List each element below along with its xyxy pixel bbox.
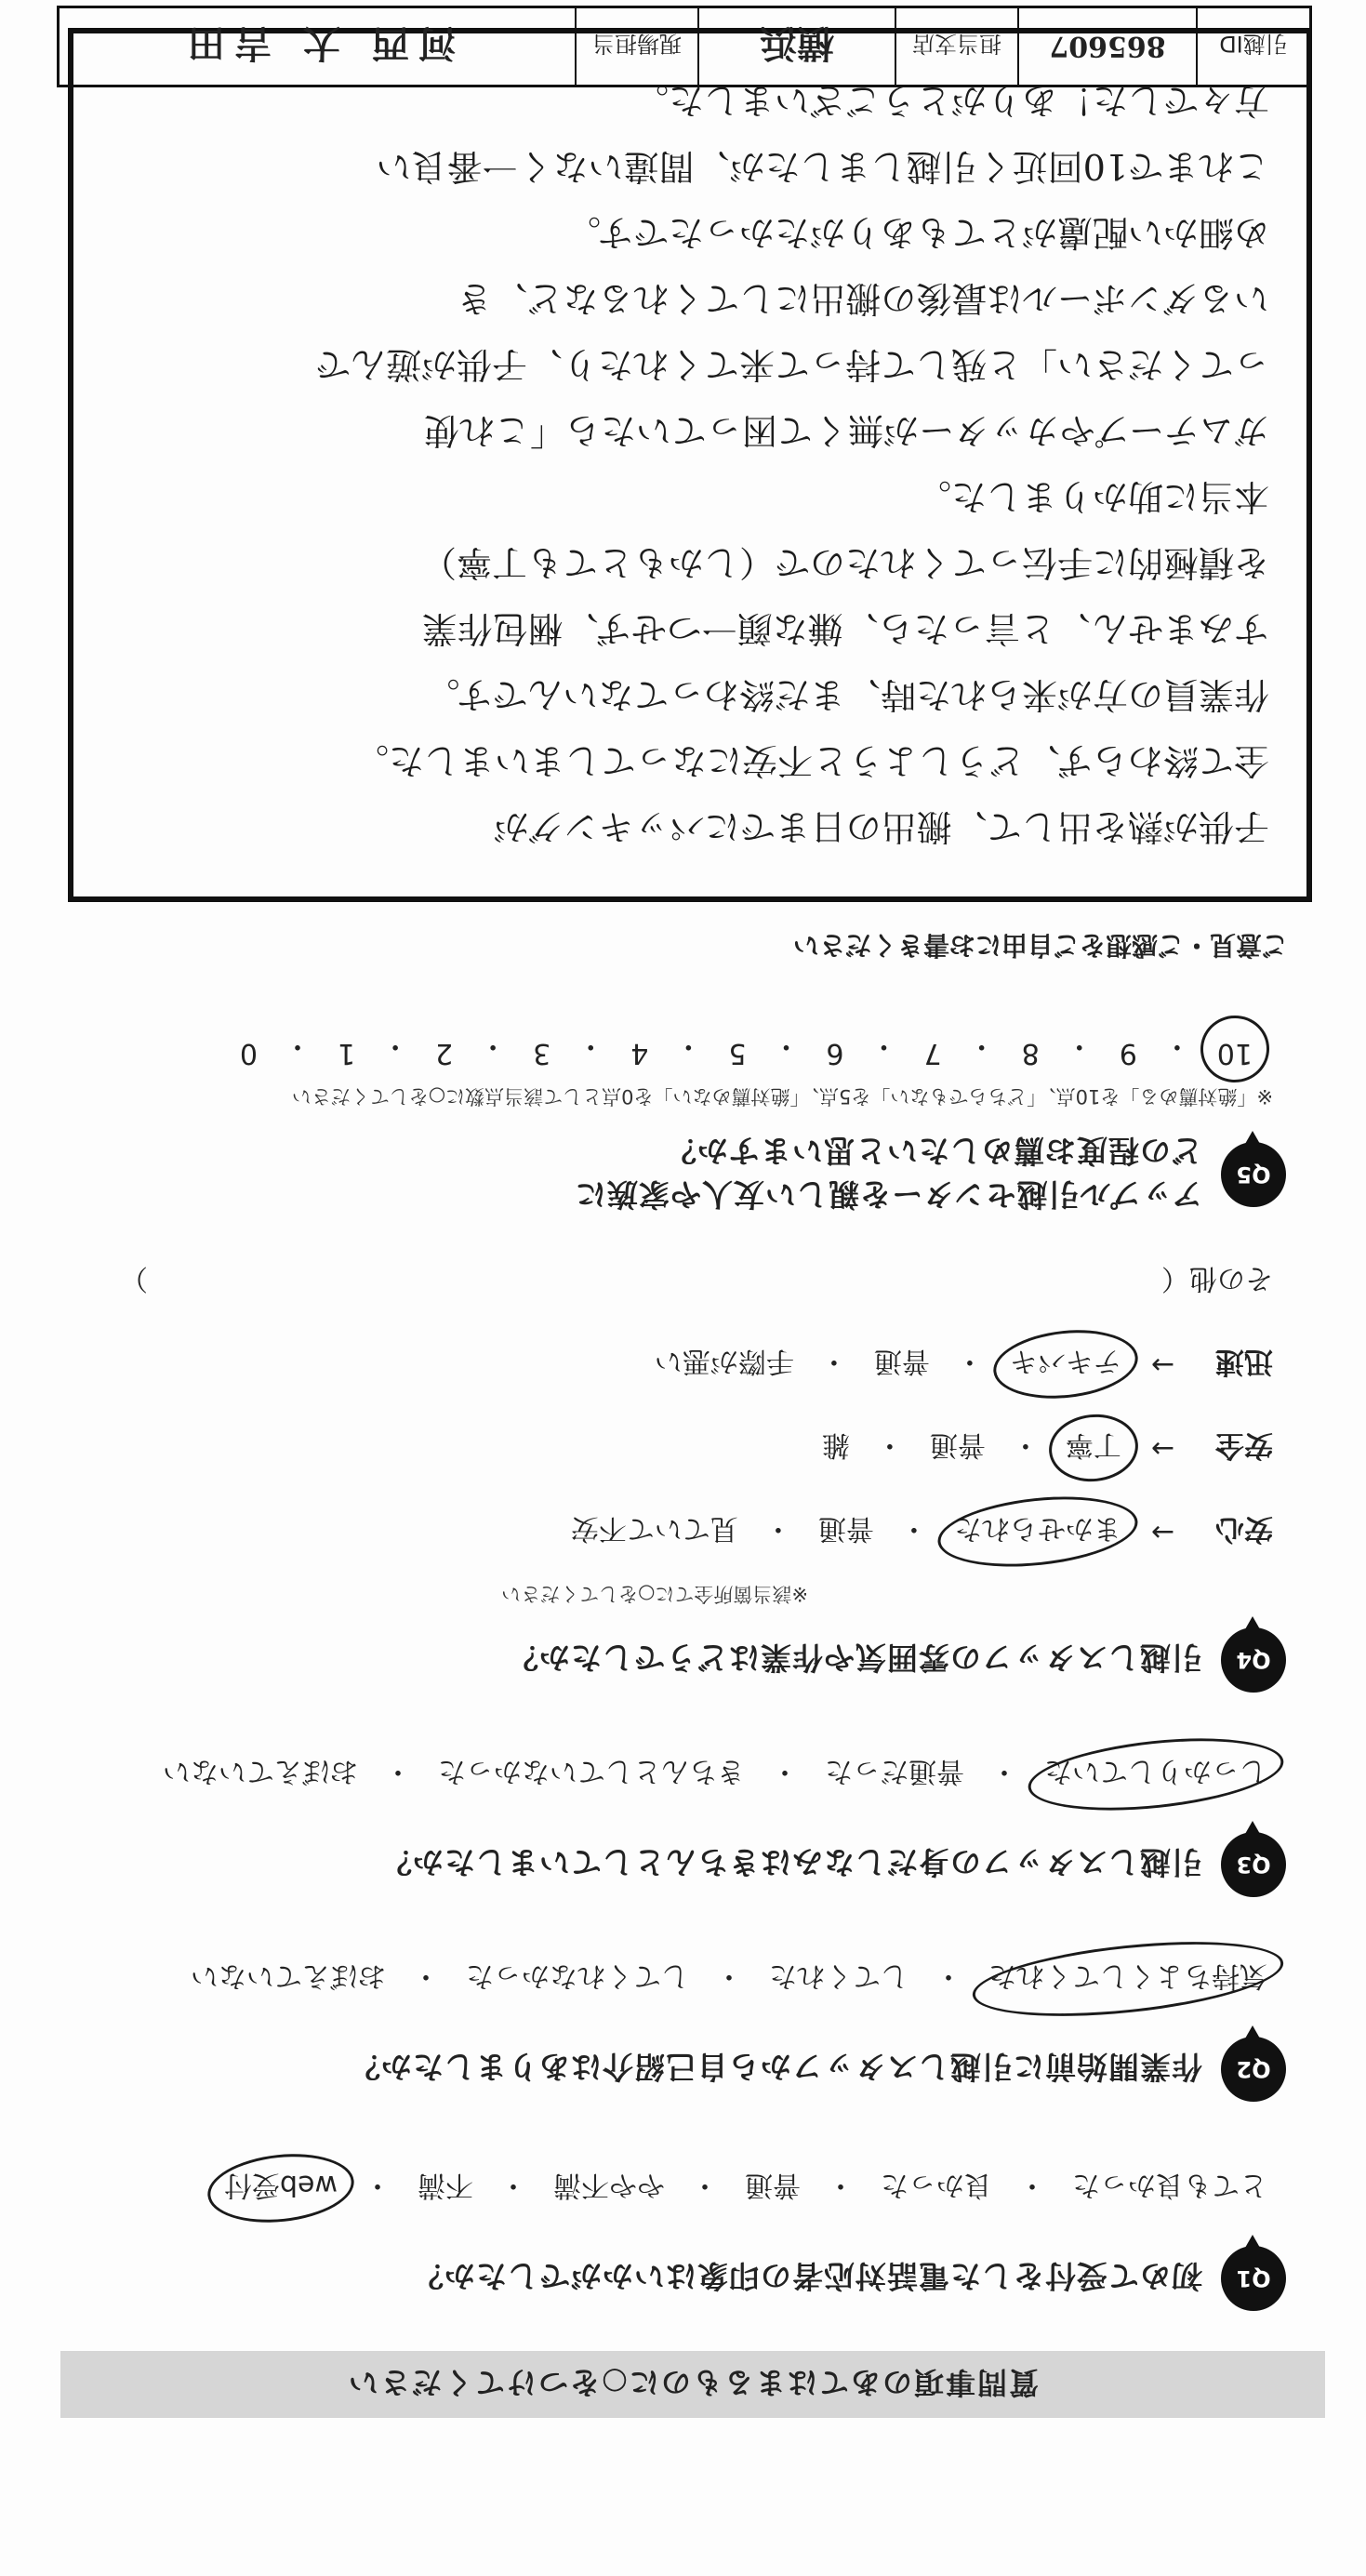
q3-option-2[interactable]: 普通だった — [825, 1755, 964, 1787]
q3-text: 引越しスタッフの身だしなみはきちんとしていましたか？ — [380, 1844, 1202, 1881]
question-4 — [507, 1627, 1286, 1693]
q5-score-10[interactable]: 10 — [1212, 1029, 1258, 1069]
q4-row-2-option-1[interactable]: 丁寧 — [1060, 1428, 1127, 1469]
q4-other-close: ） — [120, 1262, 148, 1295]
q5-score-6[interactable]: 6 — [826, 1037, 844, 1069]
question-3 — [380, 1832, 1286, 1897]
comment-line: 方々でした！ありがとうございました。 — [632, 80, 1269, 121]
question-2 — [349, 2037, 1286, 2102]
q1-option-5[interactable]: 不満 — [418, 2169, 473, 2201]
q2-option-4[interactable]: おぼえていない — [191, 1959, 386, 1992]
staff-value: 河西 大 吉田 — [179, 21, 456, 66]
q4-other — [120, 1261, 1273, 1302]
q2-badge: Q2 — [1221, 2037, 1286, 2102]
q5-score-3[interactable]: 3 — [533, 1037, 551, 1069]
id-value: 865607 — [1017, 8, 1196, 85]
staff-label: 現場担当 — [575, 8, 697, 85]
q4-text: 引越しスタッフの雰囲気や作業はどうでしたか？ — [507, 1640, 1202, 1677]
comments-title: ご意見・ご感想をご自由にお書きください — [788, 928, 1293, 965]
q2-options: 気持ちよくしてくれた ・ してくれた ・ してくれなかった ・ おぼえていない — [185, 1959, 1273, 1999]
q3-option-4[interactable]: おぼえていない — [163, 1755, 358, 1787]
q1-option-2[interactable]: 良かった — [881, 2169, 992, 2201]
q1-text: 初めて受付をした電話対応者の印象はいかがでしたか？ — [412, 2258, 1202, 2295]
q3-option-1[interactable]: しっかりしていた — [1039, 1754, 1273, 1795]
q4-note: ※該当箇所全てに○をしてください — [501, 1583, 808, 1605]
comment-line: を積極的に手伝ってくれたので（しかもとても丁寧） — [420, 542, 1269, 583]
q4-row-2-option-2[interactable]: 普通 — [929, 1428, 986, 1462]
comment-line: 作業員の方が来られた時、まだ終わってないんです。 — [424, 674, 1269, 715]
q4-row-2-category: 安全 — [1215, 1428, 1273, 1462]
q4-row-1-option-2[interactable]: 普通 — [817, 1512, 874, 1546]
branch-label: 担当支店 — [895, 8, 1017, 85]
q5-score-4[interactable]: 4 — [630, 1037, 649, 1069]
q5-badge: Q5 — [1221, 1142, 1286, 1207]
comment-line: 本当に助かりました。 — [915, 476, 1269, 517]
q1-option-4[interactable]: やや不満 — [553, 2169, 665, 2201]
q2-option-1[interactable]: 気持ちよくしてくれた — [983, 1959, 1273, 1999]
comment-line: 子供が熱を出して、搬出の日までにパッキングが — [493, 806, 1269, 847]
q5-score-9[interactable]: 9 — [1119, 1037, 1137, 1069]
arrow-icon: → — [1150, 1516, 1174, 1548]
q4-row-3-option-1[interactable]: テキパキ — [1004, 1345, 1127, 1386]
id-table — [57, 6, 1312, 87]
q4-row-1-option-1[interactable]: まかせられた — [948, 1512, 1127, 1553]
q1-option-3[interactable]: 普通 — [745, 2169, 801, 2201]
q5-score-0[interactable]: 0 — [239, 1037, 258, 1069]
q2-option-3[interactable]: してくれなかった — [466, 1959, 689, 1992]
q3-badge: Q3 — [1221, 1832, 1286, 1897]
q4-badge: Q4 — [1221, 1627, 1286, 1693]
q5-score-1[interactable]: 1 — [337, 1037, 356, 1069]
comments-text — [101, 67, 1269, 859]
q1-option-6[interactable]: web受付 — [219, 2168, 343, 2209]
comments-box[interactable] — [68, 28, 1312, 961]
comment-line: ってください」と残して持って来てくれたり、子供が遊んで — [314, 344, 1269, 385]
q5-text-line-1: アップル引越センターを親しい友人や家族に — [574, 1176, 1202, 1213]
instructions-header — [60, 2351, 1325, 2418]
q1-options: とても良かった ・ 良かった ・ 普通 ・ やや不満 ・ 不満 ・ web受付 — [219, 2168, 1273, 2209]
q4-row-3-option-2[interactable]: 普通 — [873, 1345, 930, 1378]
q5-score-8[interactable]: 8 — [1021, 1037, 1040, 1069]
arrow-icon: → — [1150, 1432, 1174, 1465]
q5-text-line-2: どの程度お薦めしたいと思いますか？ — [665, 1133, 1202, 1169]
q4-row-2-option-3[interactable]: 雑 — [821, 1428, 850, 1462]
comment-line: め細かい配慮がとてもありがたかったです。 — [565, 212, 1269, 253]
q5-note: ※「絶対薦める」を10点、「どちらでもない」を5点、「絶対薦めない」を0点として該当点数に○をしてください — [291, 1085, 1273, 1108]
question-1 — [412, 2246, 1286, 2311]
q4-row-3-category: 迅速 — [1215, 1345, 1273, 1378]
instructions-text: 質問事項のあてはまるものに○をつけてください — [347, 2365, 1039, 2400]
question-5 — [575, 1131, 1286, 1218]
q1-badge: Q1 — [1221, 2246, 1286, 2311]
q2-option-2[interactable]: してくれた — [769, 1959, 908, 1992]
comment-line: 全て終わらず、どうしようと不安になってしまいました。 — [353, 740, 1269, 781]
q4-row-3: 迅速 → テキパキ ・ 普通 ・ 手際が悪い — [649, 1344, 1273, 1386]
id-label: 引越ID — [1196, 8, 1309, 85]
comment-line: ガムテープやカッターが無くて困っていたら「これ使 — [424, 410, 1269, 451]
branch-value: 横浜 — [697, 8, 895, 85]
q1-option-1[interactable]: とても良かった — [1072, 2169, 1267, 2201]
q5-scale: 10 ・ 9 ・ 8 ・ 7 ・ 6 ・ 5 ・ 4 ・ 3 ・ 2 ・ 1 ・ 0 — [234, 1029, 1258, 1069]
q4-row-3-option-3[interactable]: 手際が悪い — [654, 1345, 794, 1378]
comment-line: すみません、と言ったら、嫌な顔一つせず、梱包作業 — [421, 608, 1269, 649]
q3-options: しっかりしていた ・ 普通だった ・ きちんとしていなかった ・ おぼえていない — [157, 1754, 1273, 1795]
q5-score-5[interactable]: 5 — [728, 1037, 747, 1069]
q5-score-2[interactable]: 2 — [435, 1037, 454, 1069]
comment-line: いるダンボールは最後の搬出にしてくれるなど、き — [457, 278, 1269, 319]
q4-row-1-category: 安心 — [1215, 1512, 1273, 1546]
q5-score-7[interactable]: 7 — [923, 1037, 942, 1069]
q4-other-label: その他（ — [1161, 1262, 1273, 1295]
q4-row-1: 安心 → まかせられた ・ 普通 ・ 見ていて不安 — [565, 1511, 1273, 1553]
arrow-icon: → — [1150, 1348, 1174, 1381]
q3-option-3[interactable]: きちんとしていなかった — [438, 1755, 745, 1787]
q4-row-2: 安全 → 丁寧 ・ 普通 ・ 雑 — [816, 1427, 1273, 1469]
comment-line: これまで10回近く引越しましたが、間違いなく一番良い — [376, 146, 1269, 187]
q2-text: 作業開始前に引越しスタッフから自己紹介はありましたか？ — [349, 2049, 1202, 2086]
q4-row-1-option-3[interactable]: 見ていて不安 — [570, 1512, 738, 1546]
